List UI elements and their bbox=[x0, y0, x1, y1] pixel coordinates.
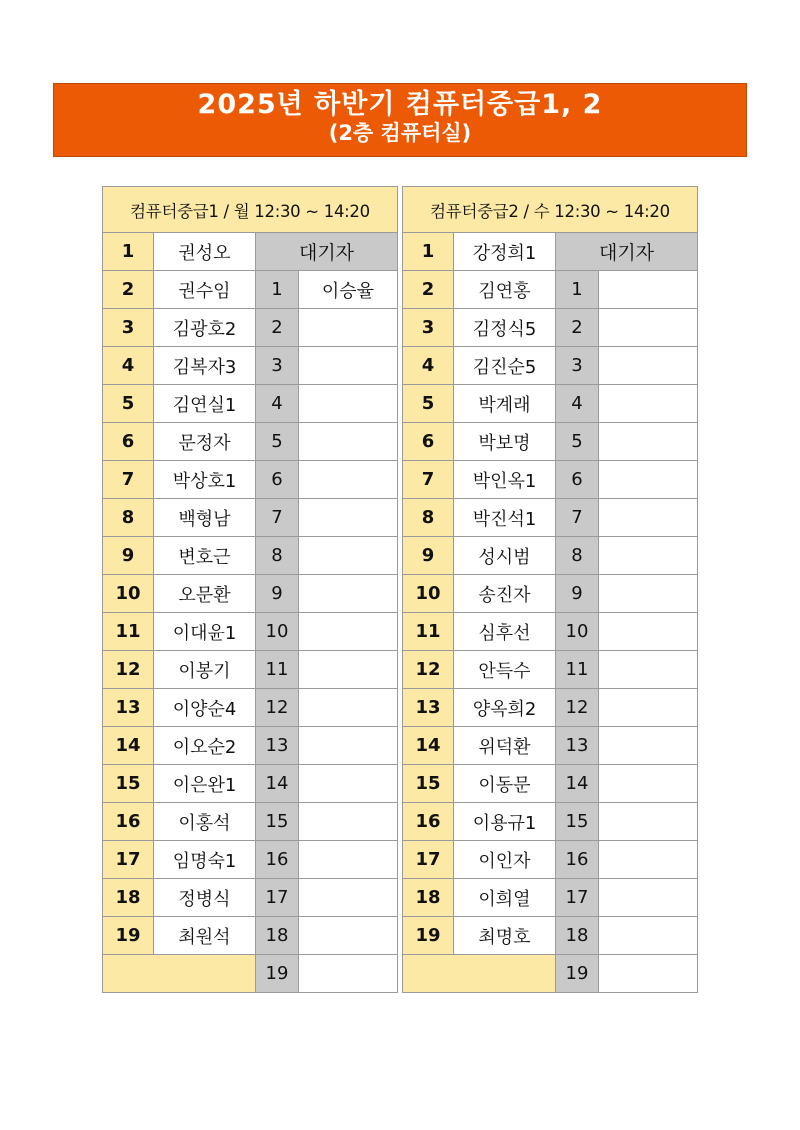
waitlist-name bbox=[599, 689, 698, 727]
table-row bbox=[403, 537, 698, 575]
waitlist-number: 7 bbox=[256, 499, 299, 537]
header-row bbox=[403, 187, 698, 233]
table-row bbox=[103, 917, 398, 955]
waitlist-number: 16 bbox=[256, 841, 299, 879]
table-row bbox=[403, 689, 698, 727]
waitlist-name bbox=[599, 309, 698, 347]
waitlist-name bbox=[299, 499, 398, 537]
table-row bbox=[403, 765, 698, 803]
waitlist-name bbox=[599, 613, 698, 651]
table-row bbox=[103, 461, 398, 499]
waitlist-name bbox=[299, 385, 398, 423]
table-row bbox=[103, 499, 398, 537]
waitlist-name bbox=[299, 309, 398, 347]
waitlist-name bbox=[599, 765, 698, 803]
student-number: 11 bbox=[103, 613, 154, 651]
waitlist-number: 5 bbox=[556, 423, 599, 461]
waitlist-number: 9 bbox=[556, 575, 599, 613]
student-name: 이은완1 bbox=[154, 765, 256, 803]
waitlist-number: 1 bbox=[256, 271, 299, 309]
student-name: 위덕환 bbox=[454, 727, 556, 765]
table-row bbox=[103, 651, 398, 689]
student-number: 6 bbox=[403, 423, 454, 461]
waitlist-number: 17 bbox=[556, 879, 599, 917]
student-number: 13 bbox=[103, 689, 154, 727]
table-row bbox=[403, 803, 698, 841]
student-number: 7 bbox=[103, 461, 154, 499]
waitlist-number: 8 bbox=[256, 537, 299, 575]
waitlist-number: 6 bbox=[556, 461, 599, 499]
student-name: 김복자3 bbox=[154, 347, 256, 385]
waitlist-number: 8 bbox=[556, 537, 599, 575]
waitlist-name bbox=[599, 727, 698, 765]
waitlist-number: 19 bbox=[256, 955, 299, 993]
waitlist-name bbox=[599, 385, 698, 423]
waitlist-name bbox=[599, 575, 698, 613]
waitlist-number: 2 bbox=[556, 309, 599, 347]
waitlist-name bbox=[599, 841, 698, 879]
waitlist-number: 16 bbox=[556, 841, 599, 879]
waitlist-name bbox=[299, 461, 398, 499]
table-row bbox=[103, 613, 398, 651]
page-subtitle: (2층 컴퓨터실) bbox=[328, 121, 472, 145]
student-name: 이홍석 bbox=[154, 803, 256, 841]
student-name: 이동문 bbox=[454, 765, 556, 803]
class-header: 컴퓨터중급1 / 월 12:30 ~ 14:20 bbox=[103, 187, 398, 233]
student-number: 18 bbox=[403, 879, 454, 917]
waitlist-number: 14 bbox=[556, 765, 599, 803]
student-number: 18 bbox=[103, 879, 154, 917]
table-row bbox=[103, 727, 398, 765]
student-name: 변호근 bbox=[154, 537, 256, 575]
waitlist-number: 18 bbox=[556, 917, 599, 955]
waitlist-name: 이승율 bbox=[299, 271, 398, 309]
student-name: 박진석1 bbox=[454, 499, 556, 537]
student-name: 김광호2 bbox=[154, 309, 256, 347]
waitlist-name bbox=[299, 613, 398, 651]
table-row bbox=[403, 233, 698, 271]
waitlist-number: 15 bbox=[256, 803, 299, 841]
student-name: 박인옥1 bbox=[454, 461, 556, 499]
waitlist-name bbox=[599, 651, 698, 689]
table-row bbox=[403, 423, 698, 461]
student-name: 최명호 bbox=[454, 917, 556, 955]
student-name: 김진순5 bbox=[454, 347, 556, 385]
student-number: 12 bbox=[103, 651, 154, 689]
student-number: 14 bbox=[103, 727, 154, 765]
student-number: 5 bbox=[403, 385, 454, 423]
student-number: 19 bbox=[103, 917, 154, 955]
student-name: 송진자 bbox=[454, 575, 556, 613]
student-name: 양옥희2 bbox=[454, 689, 556, 727]
student-name: 김연실1 bbox=[154, 385, 256, 423]
table-row bbox=[103, 385, 398, 423]
student-number: 9 bbox=[403, 537, 454, 575]
waitlist-number: 19 bbox=[556, 955, 599, 993]
student-name: 김정식5 bbox=[454, 309, 556, 347]
student-number: 5 bbox=[103, 385, 154, 423]
table-row bbox=[103, 347, 398, 385]
waitlist-name bbox=[599, 917, 698, 955]
table-row bbox=[403, 613, 698, 651]
student-number: 14 bbox=[403, 727, 454, 765]
table-row bbox=[103, 309, 398, 347]
student-number: 6 bbox=[103, 423, 154, 461]
waitlist-name bbox=[599, 461, 698, 499]
student-number: 10 bbox=[103, 575, 154, 613]
student-name: 성시범 bbox=[454, 537, 556, 575]
waitlist-number: 17 bbox=[256, 879, 299, 917]
waitlist-name bbox=[299, 841, 398, 879]
waitlist-number: 3 bbox=[256, 347, 299, 385]
waitlist-number: 4 bbox=[256, 385, 299, 423]
blank-cell bbox=[403, 955, 556, 993]
student-name: 권수임 bbox=[154, 271, 256, 309]
student-name: 박상호1 bbox=[154, 461, 256, 499]
student-number: 12 bbox=[403, 651, 454, 689]
student-number: 7 bbox=[403, 461, 454, 499]
table-row bbox=[103, 879, 398, 917]
header-row bbox=[103, 187, 398, 233]
waitlist-number: 9 bbox=[256, 575, 299, 613]
table-row bbox=[103, 423, 398, 461]
table-row bbox=[103, 233, 398, 271]
table-row bbox=[103, 765, 398, 803]
student-number: 15 bbox=[403, 765, 454, 803]
student-number: 1 bbox=[103, 233, 154, 271]
waitlist-number: 4 bbox=[556, 385, 599, 423]
student-number: 16 bbox=[103, 803, 154, 841]
student-number: 2 bbox=[103, 271, 154, 309]
student-number: 3 bbox=[403, 309, 454, 347]
table-row bbox=[403, 879, 698, 917]
waitlist-name bbox=[299, 347, 398, 385]
student-name: 문정자 bbox=[154, 423, 256, 461]
title-banner bbox=[53, 83, 747, 157]
student-name: 정병식 bbox=[154, 879, 256, 917]
waitlist-number: 2 bbox=[256, 309, 299, 347]
table-row bbox=[403, 309, 698, 347]
student-name: 이오순2 bbox=[154, 727, 256, 765]
waitlist-name bbox=[299, 803, 398, 841]
waitlist-number: 5 bbox=[256, 423, 299, 461]
waitlist-number: 7 bbox=[556, 499, 599, 537]
waitlist-name bbox=[299, 575, 398, 613]
student-name: 김연홍 bbox=[454, 271, 556, 309]
waitlist-header: 대기자 bbox=[256, 233, 398, 271]
waitlist-name bbox=[599, 423, 698, 461]
waitlist-name bbox=[599, 271, 698, 309]
student-number: 11 bbox=[403, 613, 454, 651]
student-number: 13 bbox=[403, 689, 454, 727]
student-name: 임명숙1 bbox=[154, 841, 256, 879]
student-number: 4 bbox=[103, 347, 154, 385]
waitlist-number: 14 bbox=[256, 765, 299, 803]
student-number: 4 bbox=[403, 347, 454, 385]
table-row bbox=[403, 955, 698, 993]
student-name: 강정희1 bbox=[454, 233, 556, 271]
waitlist-number: 1 bbox=[556, 271, 599, 309]
table-row bbox=[103, 271, 398, 309]
student-name: 권성오 bbox=[154, 233, 256, 271]
student-name: 이희열 bbox=[454, 879, 556, 917]
waitlist-name bbox=[599, 879, 698, 917]
student-number: 2 bbox=[403, 271, 454, 309]
waitlist-number: 15 bbox=[556, 803, 599, 841]
table-row bbox=[103, 575, 398, 613]
waitlist-name bbox=[599, 955, 698, 993]
student-number: 17 bbox=[103, 841, 154, 879]
blank-cell bbox=[103, 955, 256, 993]
waitlist-number: 13 bbox=[256, 727, 299, 765]
student-number: 10 bbox=[403, 575, 454, 613]
waitlist-name bbox=[599, 803, 698, 841]
waitlist-name bbox=[599, 347, 698, 385]
table-row bbox=[103, 537, 398, 575]
student-name: 이용규1 bbox=[454, 803, 556, 841]
student-number: 17 bbox=[403, 841, 454, 879]
class-header: 컴퓨터중급2 / 수 12:30 ~ 14:20 bbox=[403, 187, 698, 233]
waitlist-number: 3 bbox=[556, 347, 599, 385]
waitlist-name bbox=[599, 499, 698, 537]
waitlist-name bbox=[299, 651, 398, 689]
table-row bbox=[403, 727, 698, 765]
student-name: 이대윤1 bbox=[154, 613, 256, 651]
waitlist-name bbox=[299, 423, 398, 461]
student-number: 15 bbox=[103, 765, 154, 803]
waitlist-name bbox=[299, 879, 398, 917]
student-name: 심후선 bbox=[454, 613, 556, 651]
waitlist-name bbox=[299, 765, 398, 803]
student-name: 박계래 bbox=[454, 385, 556, 423]
table-row bbox=[103, 689, 398, 727]
waitlist-number: 12 bbox=[556, 689, 599, 727]
page-title: 2025년 하반기 컴퓨터중급1, 2 bbox=[197, 89, 603, 120]
waitlist-number: 6 bbox=[256, 461, 299, 499]
waitlist-number: 13 bbox=[556, 727, 599, 765]
student-number: 9 bbox=[103, 537, 154, 575]
student-number: 8 bbox=[103, 499, 154, 537]
waitlist-header: 대기자 bbox=[556, 233, 698, 271]
student-name: 박보명 bbox=[454, 423, 556, 461]
table-row bbox=[103, 955, 398, 993]
student-name: 최원석 bbox=[154, 917, 256, 955]
table-row bbox=[403, 347, 698, 385]
student-name: 이양순4 bbox=[154, 689, 256, 727]
waitlist-number: 12 bbox=[256, 689, 299, 727]
waitlist-name bbox=[299, 955, 398, 993]
class-2-table bbox=[402, 186, 698, 993]
waitlist-name bbox=[299, 727, 398, 765]
waitlist-number: 11 bbox=[256, 651, 299, 689]
student-number: 16 bbox=[403, 803, 454, 841]
table-row bbox=[403, 917, 698, 955]
class-1-table bbox=[102, 186, 398, 993]
table-row bbox=[103, 803, 398, 841]
table-row bbox=[403, 841, 698, 879]
student-name: 이봉기 bbox=[154, 651, 256, 689]
student-number: 8 bbox=[403, 499, 454, 537]
student-name: 오문환 bbox=[154, 575, 256, 613]
waitlist-name bbox=[299, 537, 398, 575]
waitlist-name bbox=[299, 689, 398, 727]
table-row bbox=[403, 651, 698, 689]
waitlist-number: 18 bbox=[256, 917, 299, 955]
table-row bbox=[403, 461, 698, 499]
waitlist-name bbox=[299, 917, 398, 955]
waitlist-number: 10 bbox=[256, 613, 299, 651]
student-number: 1 bbox=[403, 233, 454, 271]
table-row bbox=[403, 385, 698, 423]
student-name: 안득수 bbox=[454, 651, 556, 689]
table-row bbox=[103, 841, 398, 879]
waitlist-number: 11 bbox=[556, 651, 599, 689]
table-row bbox=[403, 271, 698, 309]
student-name: 백형남 bbox=[154, 499, 256, 537]
waitlist-name bbox=[599, 537, 698, 575]
table-row bbox=[403, 499, 698, 537]
table-row bbox=[403, 575, 698, 613]
waitlist-number: 10 bbox=[556, 613, 599, 651]
student-number: 3 bbox=[103, 309, 154, 347]
student-number: 19 bbox=[403, 917, 454, 955]
student-name: 이인자 bbox=[454, 841, 556, 879]
